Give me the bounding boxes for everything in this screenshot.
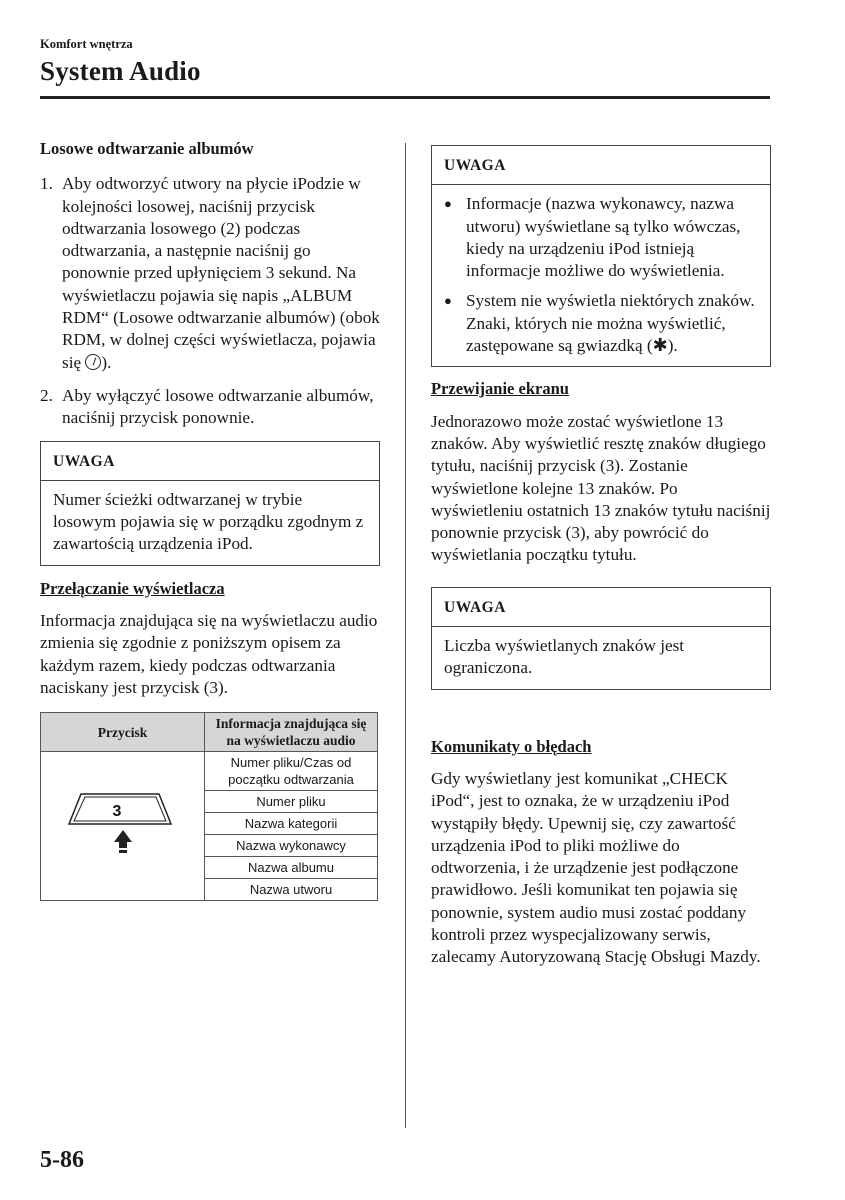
switch-display-heading: Przełączanie wyświetlacza: [40, 578, 225, 598]
step-2: [40, 385, 380, 430]
switch-display-text: Informacja znajdująca się na wyświetlaczu audio zmienia się zgodnie z poniższym opisem za każdym razem, kiedy podczas odtwarzania naciskany jest przycisk (3).: [40, 611, 378, 697]
list-item: [444, 290, 758, 357]
right-column: [431, 145, 771, 969]
table-cell: Nazwa albumu: [205, 857, 378, 879]
bullet-icon: ●: [444, 196, 452, 212]
random-steps-list: [40, 173, 380, 429]
note-box-chars: [431, 587, 771, 690]
note-label: UWAGA: [41, 442, 379, 481]
button-3-icon: [67, 792, 179, 856]
table-cell: Nazwa utworu: [205, 879, 378, 901]
table-cell: Nazwa kategorii: [205, 813, 378, 835]
bullet-icon: ●: [444, 293, 452, 309]
page-title: System Audio: [40, 56, 201, 86]
note-body: [432, 185, 770, 366]
note-box-random: [40, 441, 380, 566]
scroll-text: Jednorazowo może zostać wyświetlone 13 znaków. Aby wyświetlić resztę znaków długiego tytułu, naciśnij przycisk (3). Zostanie wyświetlone kolejne 13 znaków. Po wyświetleniu ostatnich 13 znaków tytułu naciśnij ponownie przycisk (3), aby powrócić do wyświetlania początku tytułu.: [431, 411, 771, 565]
table-header-row: [41, 713, 378, 752]
button-illustration-cell: [41, 752, 205, 901]
table-cell: Numer pliku: [205, 791, 378, 813]
step-2-number: 2.: [40, 385, 53, 405]
note-bullets: [444, 193, 758, 357]
table-row: [41, 752, 378, 791]
errors-heading: Komunikaty o błędach: [431, 736, 592, 756]
step-1: [40, 173, 380, 374]
section-label: Komfort wnętrza: [40, 37, 133, 51]
note-text: Numer ścieżki odtwarzanej w trybie losowym pojawia się w porządku zgodnym z zawartością urządzenia iPod.: [53, 489, 364, 554]
table-cell: Numer pliku/Czas od początku odtwarzania: [205, 752, 378, 791]
step-2-text: Aby wyłączyć losowe odtwarzanie albumów, naciśnij przycisk ponownie.: [62, 385, 374, 428]
bullet-text: System nie wyświetla niektórych znaków. Znaki, których nie można wyświetlić, zastępowane są gwiazdką (✱).: [466, 291, 755, 357]
table-header-button: Przycisk: [41, 713, 205, 752]
note-label: UWAGA: [432, 588, 770, 627]
bullet-text: Informacje (nazwa wykonawcy, nazwa utworu) wyświetlane są tylko wówczas, kiedy na urządzeniu iPod istnieją informacje możliwe do wyświetlenia.: [466, 194, 741, 281]
note-label: UWAGA: [432, 146, 770, 185]
asterisk-icon: ✱: [652, 335, 668, 357]
display-info-table: [40, 712, 378, 901]
random-album-heading: Losowe odtwarzanie albumów: [40, 139, 254, 158]
title-rule: [40, 96, 770, 99]
column-divider: [405, 143, 406, 1128]
page-number: 5-86: [40, 1147, 84, 1173]
left-column: [40, 138, 380, 901]
errors-text: Gdy wyświetlany jest komunikat „CHECK iPod“, jest to oznaka, że w urządzeniu iPod wystąpiły błędy. Upewnij się, czy zawartość urządzenia iPod to pliki możliwe do odtworzenia, i że urządzenie jest podłączone prawidłowo. Jeśli komunikat ten pojawia się ponownie, system audio musi zostać poddany kontroli przez wyspecjalizowany serwis, zalecamy Autoryzowaną Stację Obsługi Mazdy.: [431, 768, 761, 967]
album-random-icon: [85, 354, 101, 370]
list-item: [444, 193, 758, 282]
step-1-number: 1.: [40, 174, 53, 194]
note-text: Liczba wyświetlanych znaków jest ograniczona.: [444, 636, 685, 678]
note-box-info: [431, 145, 771, 367]
table-header-info: Informacja znajdująca się na wyświetlaczu audio: [205, 713, 378, 752]
scroll-heading: Przewijanie ekranu: [431, 379, 569, 399]
button-3-label: 3: [112, 803, 121, 821]
step-1-text: Aby odtworzyć utwory na płycie iPodzie w kolejności losowej, naciśnij przycisk odtwarzania losowego (2) podczas odtwarzania, a następnie naciśnij go ponownie przed upłynięciem 3 sekund. Na wyświetlaczu pojawia się napis „ALBUM RDM“ (Losowe odtwarzanie albumów) (obok RDM, w dolnej części wyświetlacza, pojawia się ).: [62, 174, 380, 372]
table-cell: Nazwa wykonawcy: [205, 835, 378, 857]
